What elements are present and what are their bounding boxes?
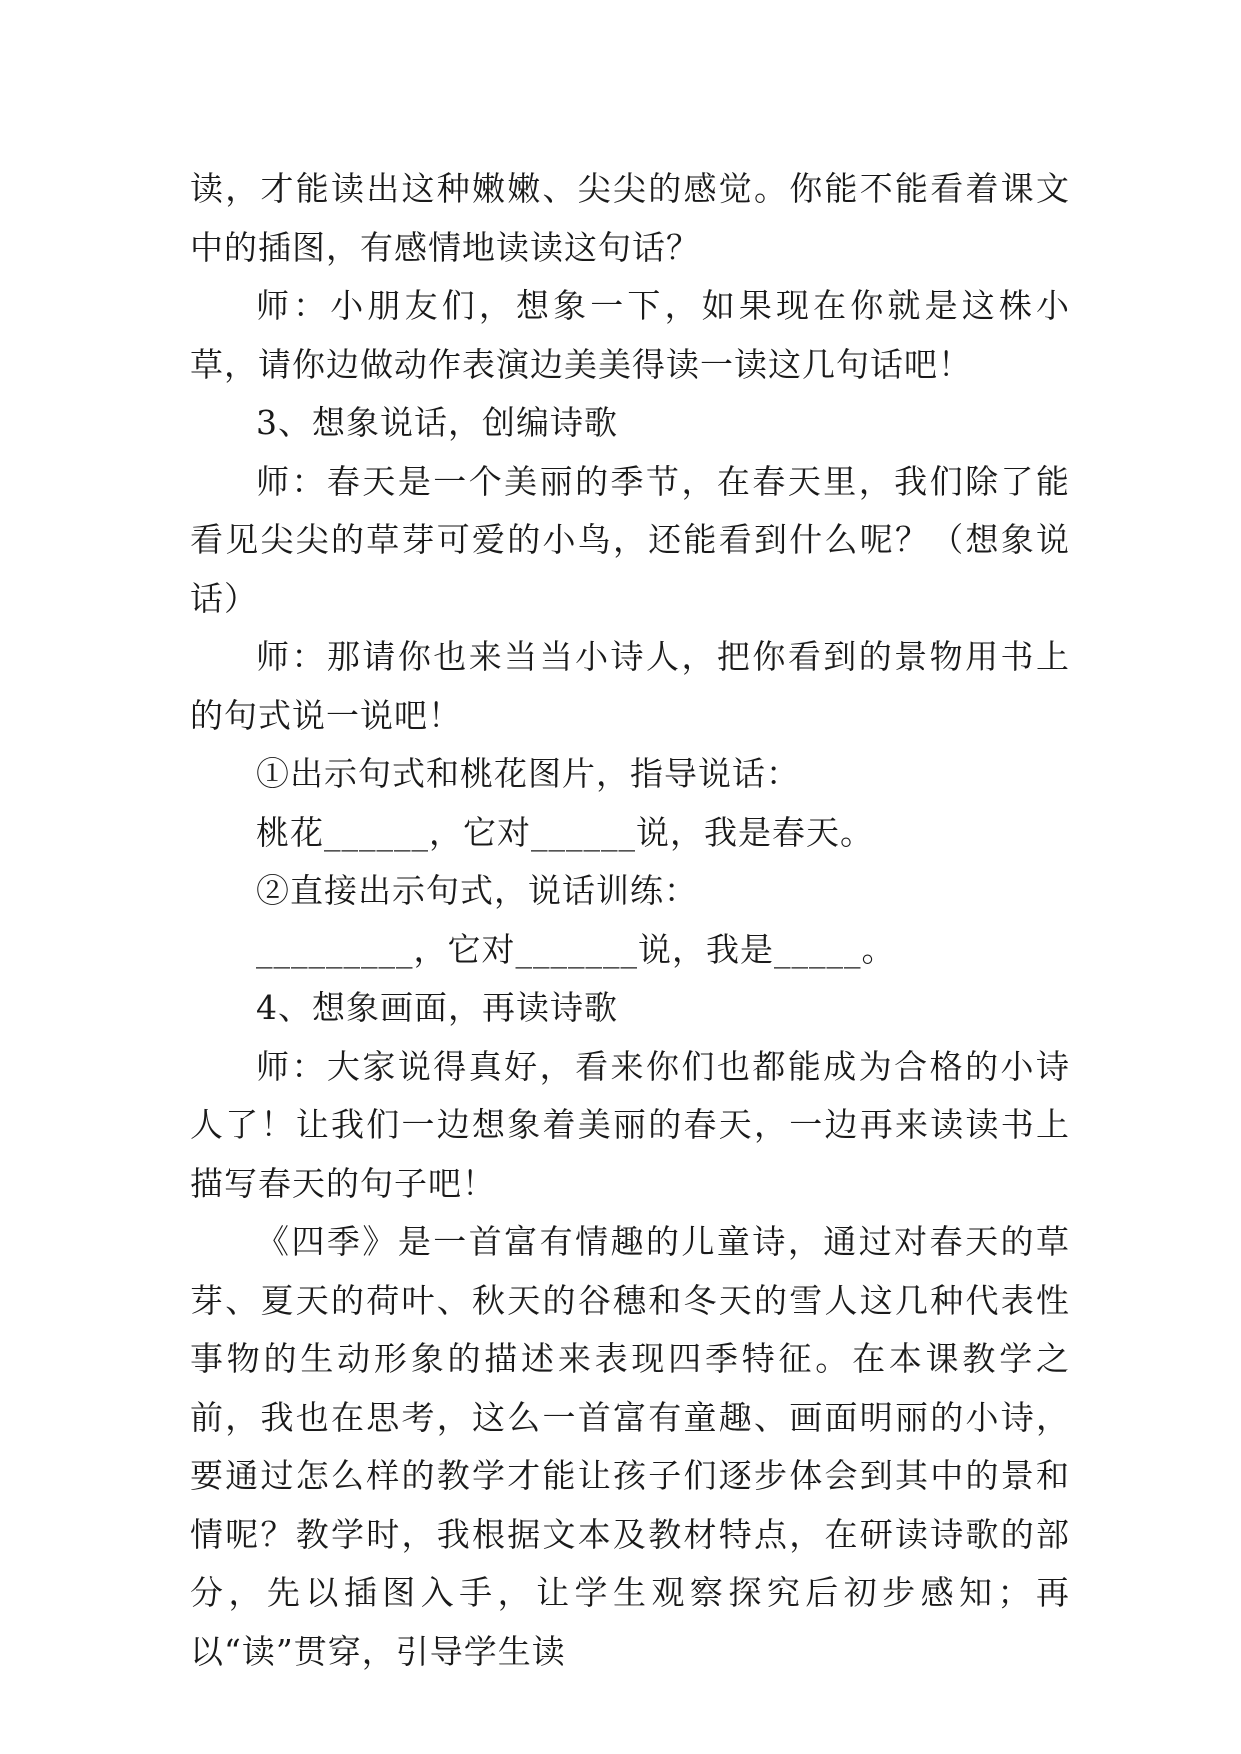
paragraph-continuation: 读，才能读出这种嫩嫩、尖尖的感觉。你能不能看着课文中的插图，有感情地读读这句话？	[190, 169, 1070, 267]
paragraph-teacher-imagine-grass: 师：小朋友们，想象一下，如果现在你就是这株小草，请你边做动作表演边美美得读一读这几句话吧！	[190, 286, 1070, 384]
paragraph-teacher-praise: 师：大家说得真好，看来你们也都能成为合格的小诗人了！让我们一边想象着美丽的春天，一边再来读读书上描写春天的句子吧！	[190, 1046, 1070, 1203]
paragraph-step-2: ②直接出示句式，说话训练：	[256, 871, 698, 910]
document-body	[190, 160, 1070, 1681]
paragraph-sentence-pattern-2: _________，它对_______说，我是_____。	[256, 929, 896, 969]
section-heading-4: 4、想象画面，再读诗歌	[256, 988, 618, 1027]
paragraph-teacher-spring: 师：春天是一个美丽的季节，在春天里，我们除了能看见尖尖的草芽可爱的小鸟，还能看到什么呢？（想象说话）	[190, 461, 1070, 618]
paragraph-sentence-pattern-1: 桃花______，它对______说，我是春天。	[256, 812, 874, 852]
paragraph-reflection: 《四季》是一首富有情趣的儿童诗，通过对春天的草芽、夏天的荷叶、秋天的谷穗和冬天的雪人这几种代表性事物的生动形象的描述来表现四季特征。在本课教学之前，我也在思考，这么一首富有童趣、画面明丽的小诗，要通过怎么样的教学才能让孩子们逐步体会到其中的景和情呢？教学时，我根据文本及教材特点，在研读诗歌的部分，先以插图入手，让学生观察探究后初步感知；再以“读”贯穿，引导学生读	[190, 1222, 1070, 1671]
paragraph-step-1: ①出示句式和桃花图片，指导说话：	[256, 754, 800, 793]
section-heading-3: 3、想象说话，创编诗歌	[256, 403, 618, 442]
paragraph-teacher-poet: 师：那请你也来当当小诗人，把你看到的景物用书上的句式说一说吧！	[190, 637, 1070, 735]
